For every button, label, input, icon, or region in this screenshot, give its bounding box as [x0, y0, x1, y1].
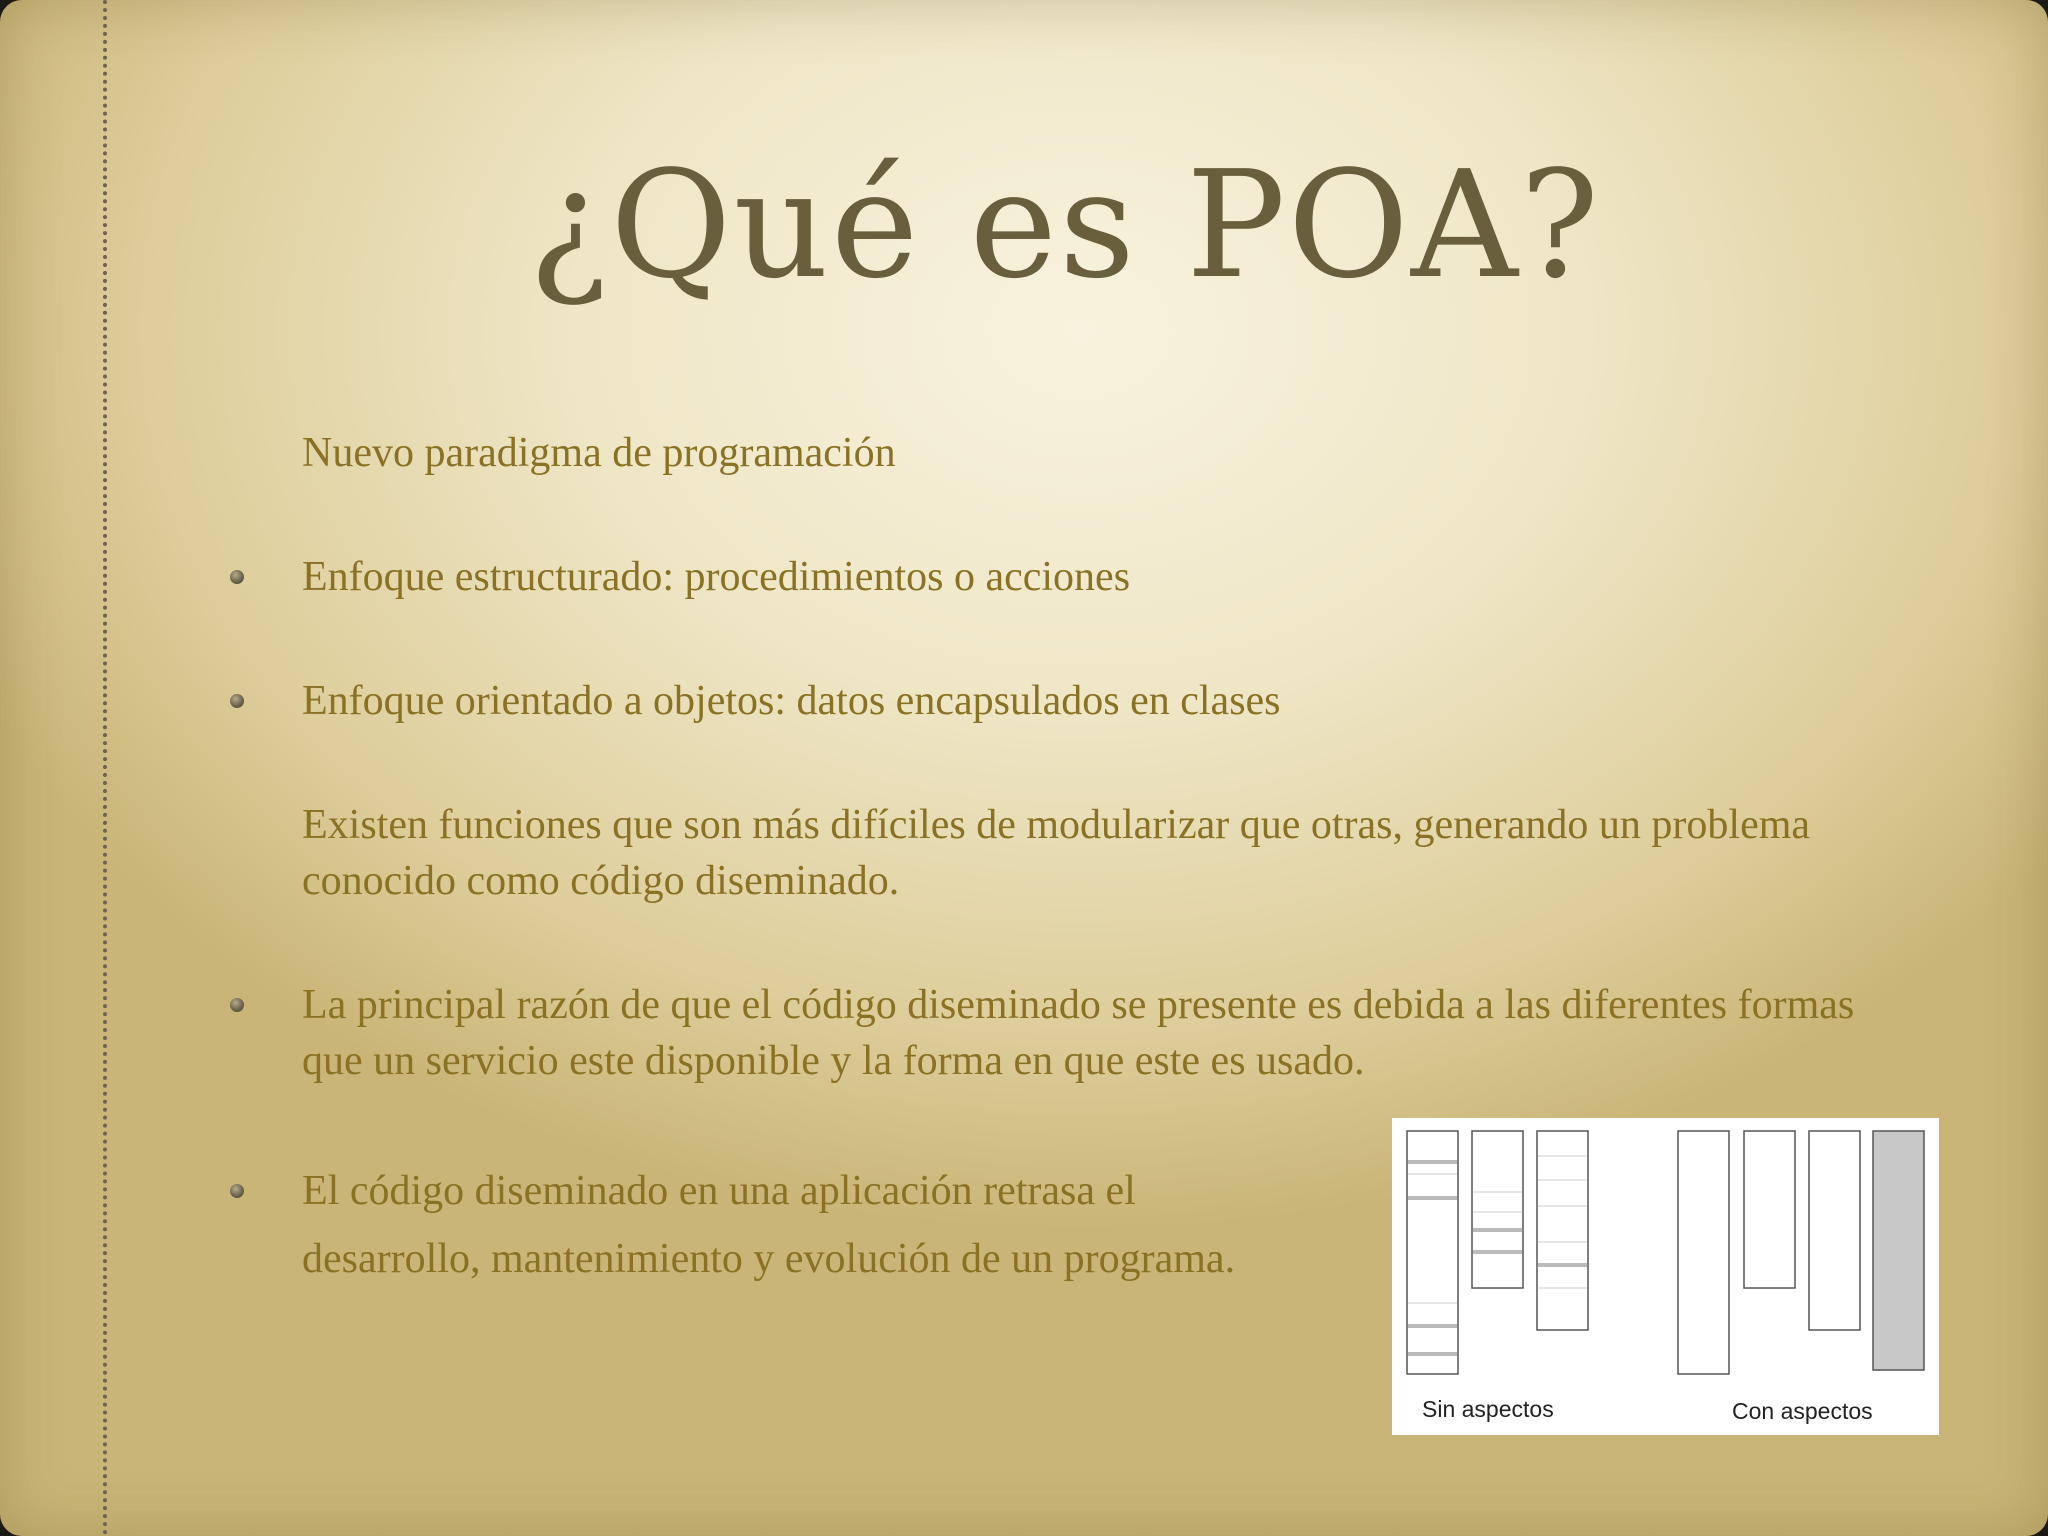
list-item [302, 1157, 1382, 1293]
list-item [302, 673, 1281, 729]
bullet-icon [230, 1184, 244, 1198]
list-item-text-line1: El código diseminado en una aplicación retrasa el [302, 1168, 1136, 1214]
module-column [1744, 1131, 1795, 1288]
label-con-aspectos: Con aspectos [1732, 1398, 1873, 1424]
module-column [1678, 1131, 1729, 1374]
list-item-text: La principal razón de que el código diseminado se presente es debida a las diferentes formas que un servicio este disponible y la forma en que este es usado. [302, 982, 1855, 1084]
module-column [1809, 1131, 1860, 1330]
label-sin-aspectos: Sin aspectos [1422, 1396, 1554, 1422]
bullet-icon [230, 998, 244, 1012]
aspects-diagram-graphic [1392, 1118, 1939, 1435]
aspects-diagram [1392, 1118, 1939, 1435]
module-column [1472, 1131, 1523, 1288]
list-item [302, 977, 1902, 1089]
slide-title: ¿Qué es POA? [528, 139, 1602, 311]
list-item-text: Enfoque orientado a objetos: datos encapsulados en clases [302, 678, 1281, 724]
list-item [302, 797, 1862, 909]
list-item-text: Existen funciones que son más difíciles de modularizar que otras, generando un problema conocido como código diseminado. [302, 802, 1811, 904]
list-item-text-line2: desarrollo, mantenimiento y evolución de un programa. [302, 1236, 1236, 1282]
bullet-icon [230, 570, 244, 584]
list-item-text: Enfoque estructurado: procedimientos o acciones [302, 554, 1131, 600]
module-column [1537, 1131, 1588, 1330]
aspect-column [1873, 1131, 1924, 1370]
list-item-text: Nuevo paradigma de programación [302, 430, 896, 476]
module-column [1407, 1131, 1458, 1374]
list-item [302, 549, 1130, 605]
bullet-icon [230, 694, 244, 708]
list-item [302, 425, 896, 481]
